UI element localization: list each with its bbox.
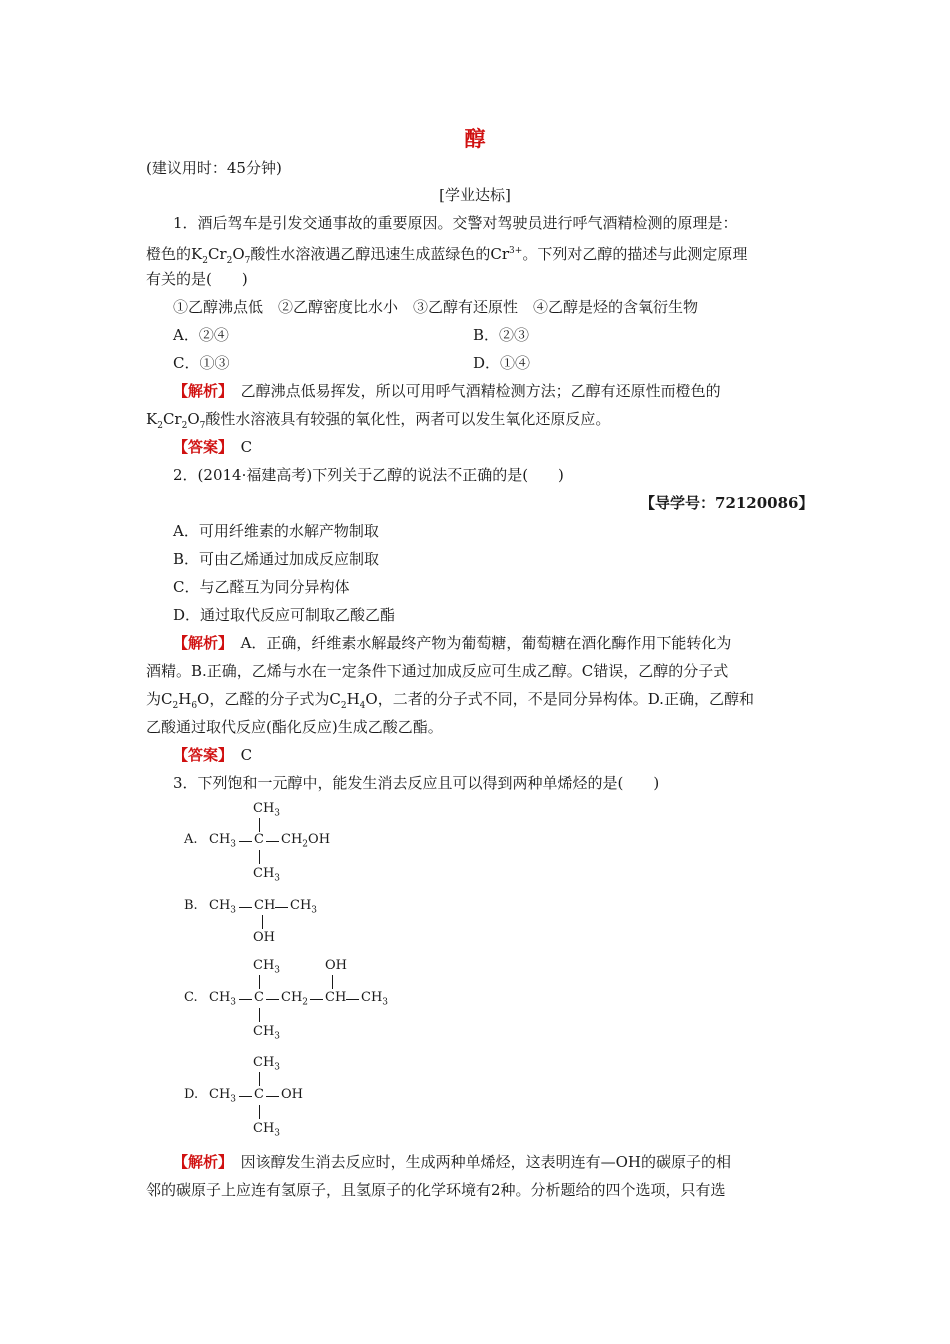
q1-stem-line3: 有关的是( ) bbox=[146, 270, 248, 288]
q2-option-d: D．通过取代反应可制取乙酸乙酯 bbox=[173, 606, 396, 624]
q2-analysis-line4: 乙酸通过取代反应(酯化反应)生成乙酸乙酯。 bbox=[146, 718, 443, 736]
q1-stem-line1: 1．酒后驾车是引发交通事故的重要原因。交警对驾驶员进行呼气酒精检测的原理是： bbox=[173, 214, 738, 232]
q1-analysis-line1: 【解析】 乙醇沸点低易挥发，所以可用呼气酒精检测方法；乙醇有还原性而橙色的 bbox=[173, 382, 721, 400]
q1-answer: 【答案】 C bbox=[173, 438, 253, 456]
q2-option-a: A．可用纤维素的水解产物制取 bbox=[173, 522, 379, 540]
q2-analysis-line3: 为$C_2H_6O$，乙醛的分子式为$C_2H_4O$，二者的分子式不同，不是同分异构体。D.正确，乙醇和 bbox=[146, 690, 754, 711]
q1-option-d: D．①④ bbox=[473, 354, 531, 372]
q2-answer: 【答案】 C bbox=[173, 746, 253, 764]
q2-option-b: B．可由乙烯通过加成反应制取 bbox=[173, 550, 380, 568]
q1-option-c: C．①③ bbox=[173, 354, 230, 372]
page-title: 醇 bbox=[464, 127, 486, 151]
q1-option-a: A．②④ bbox=[173, 326, 229, 344]
q1-option-b: B．②③ bbox=[473, 326, 530, 344]
q2-option-c: C．与乙醛互为同分异构体 bbox=[173, 578, 350, 596]
q2-stem: 2．(2014·福建高考)下列关于乙醇的说法不正确的是( ) bbox=[173, 466, 564, 484]
q1-analysis-line2: $K_2Cr_2O_7$酸性水溶液具有较强的氧化性，两者可以发生氧化还原反应。 bbox=[146, 410, 611, 431]
q1-stem-line2: 橙色的$K_2Cr_2O_7$酸性水溶液遇乙醇迅速生成蓝绿色的$Cr^{3+}$。下列对乙醇的描述与此测定原理 bbox=[146, 245, 748, 266]
q2-analysis-line1: 【解析】 A．正确，纤维素水解最终产物为葡萄糖，葡萄糖在酒化酶作用下能转化为 bbox=[173, 634, 732, 652]
q3-analysis-line1: 【解析】 因该醇发生消去反应时，生成两种单烯烃，这表明连有—OH的碳原子的相 bbox=[173, 1153, 731, 1171]
q2-analysis-line2: 酒精。B.正确，乙烯与水在一定条件下通过加成反应可生成乙醇。C错误，乙醇的分子式 bbox=[146, 662, 729, 680]
answer-tag: 【答案】 bbox=[173, 438, 226, 456]
q3-stem: 3．下列饱和一元醇中，能发生消去反应且可以得到两种单烯烃的是( ) bbox=[173, 774, 660, 792]
section-heading: [学业达标] bbox=[439, 186, 511, 204]
q1-statements: ①乙醇沸点低 ②乙醇密度比水小 ③乙醇有还原性 ④乙醇是烃的含氧衍生物 bbox=[173, 298, 699, 316]
q2-guide-number: 【导学号：72120086】 bbox=[640, 494, 814, 512]
suggested-time: (建议用时：45分钟) bbox=[146, 159, 282, 177]
analysis-tag: 【解析】 bbox=[173, 382, 226, 400]
q3-analysis-line2: 邻的碳原子上应连有氢原子，且氢原子的化学环境有2种。分析题给的四个选项，只有选 bbox=[146, 1181, 726, 1199]
